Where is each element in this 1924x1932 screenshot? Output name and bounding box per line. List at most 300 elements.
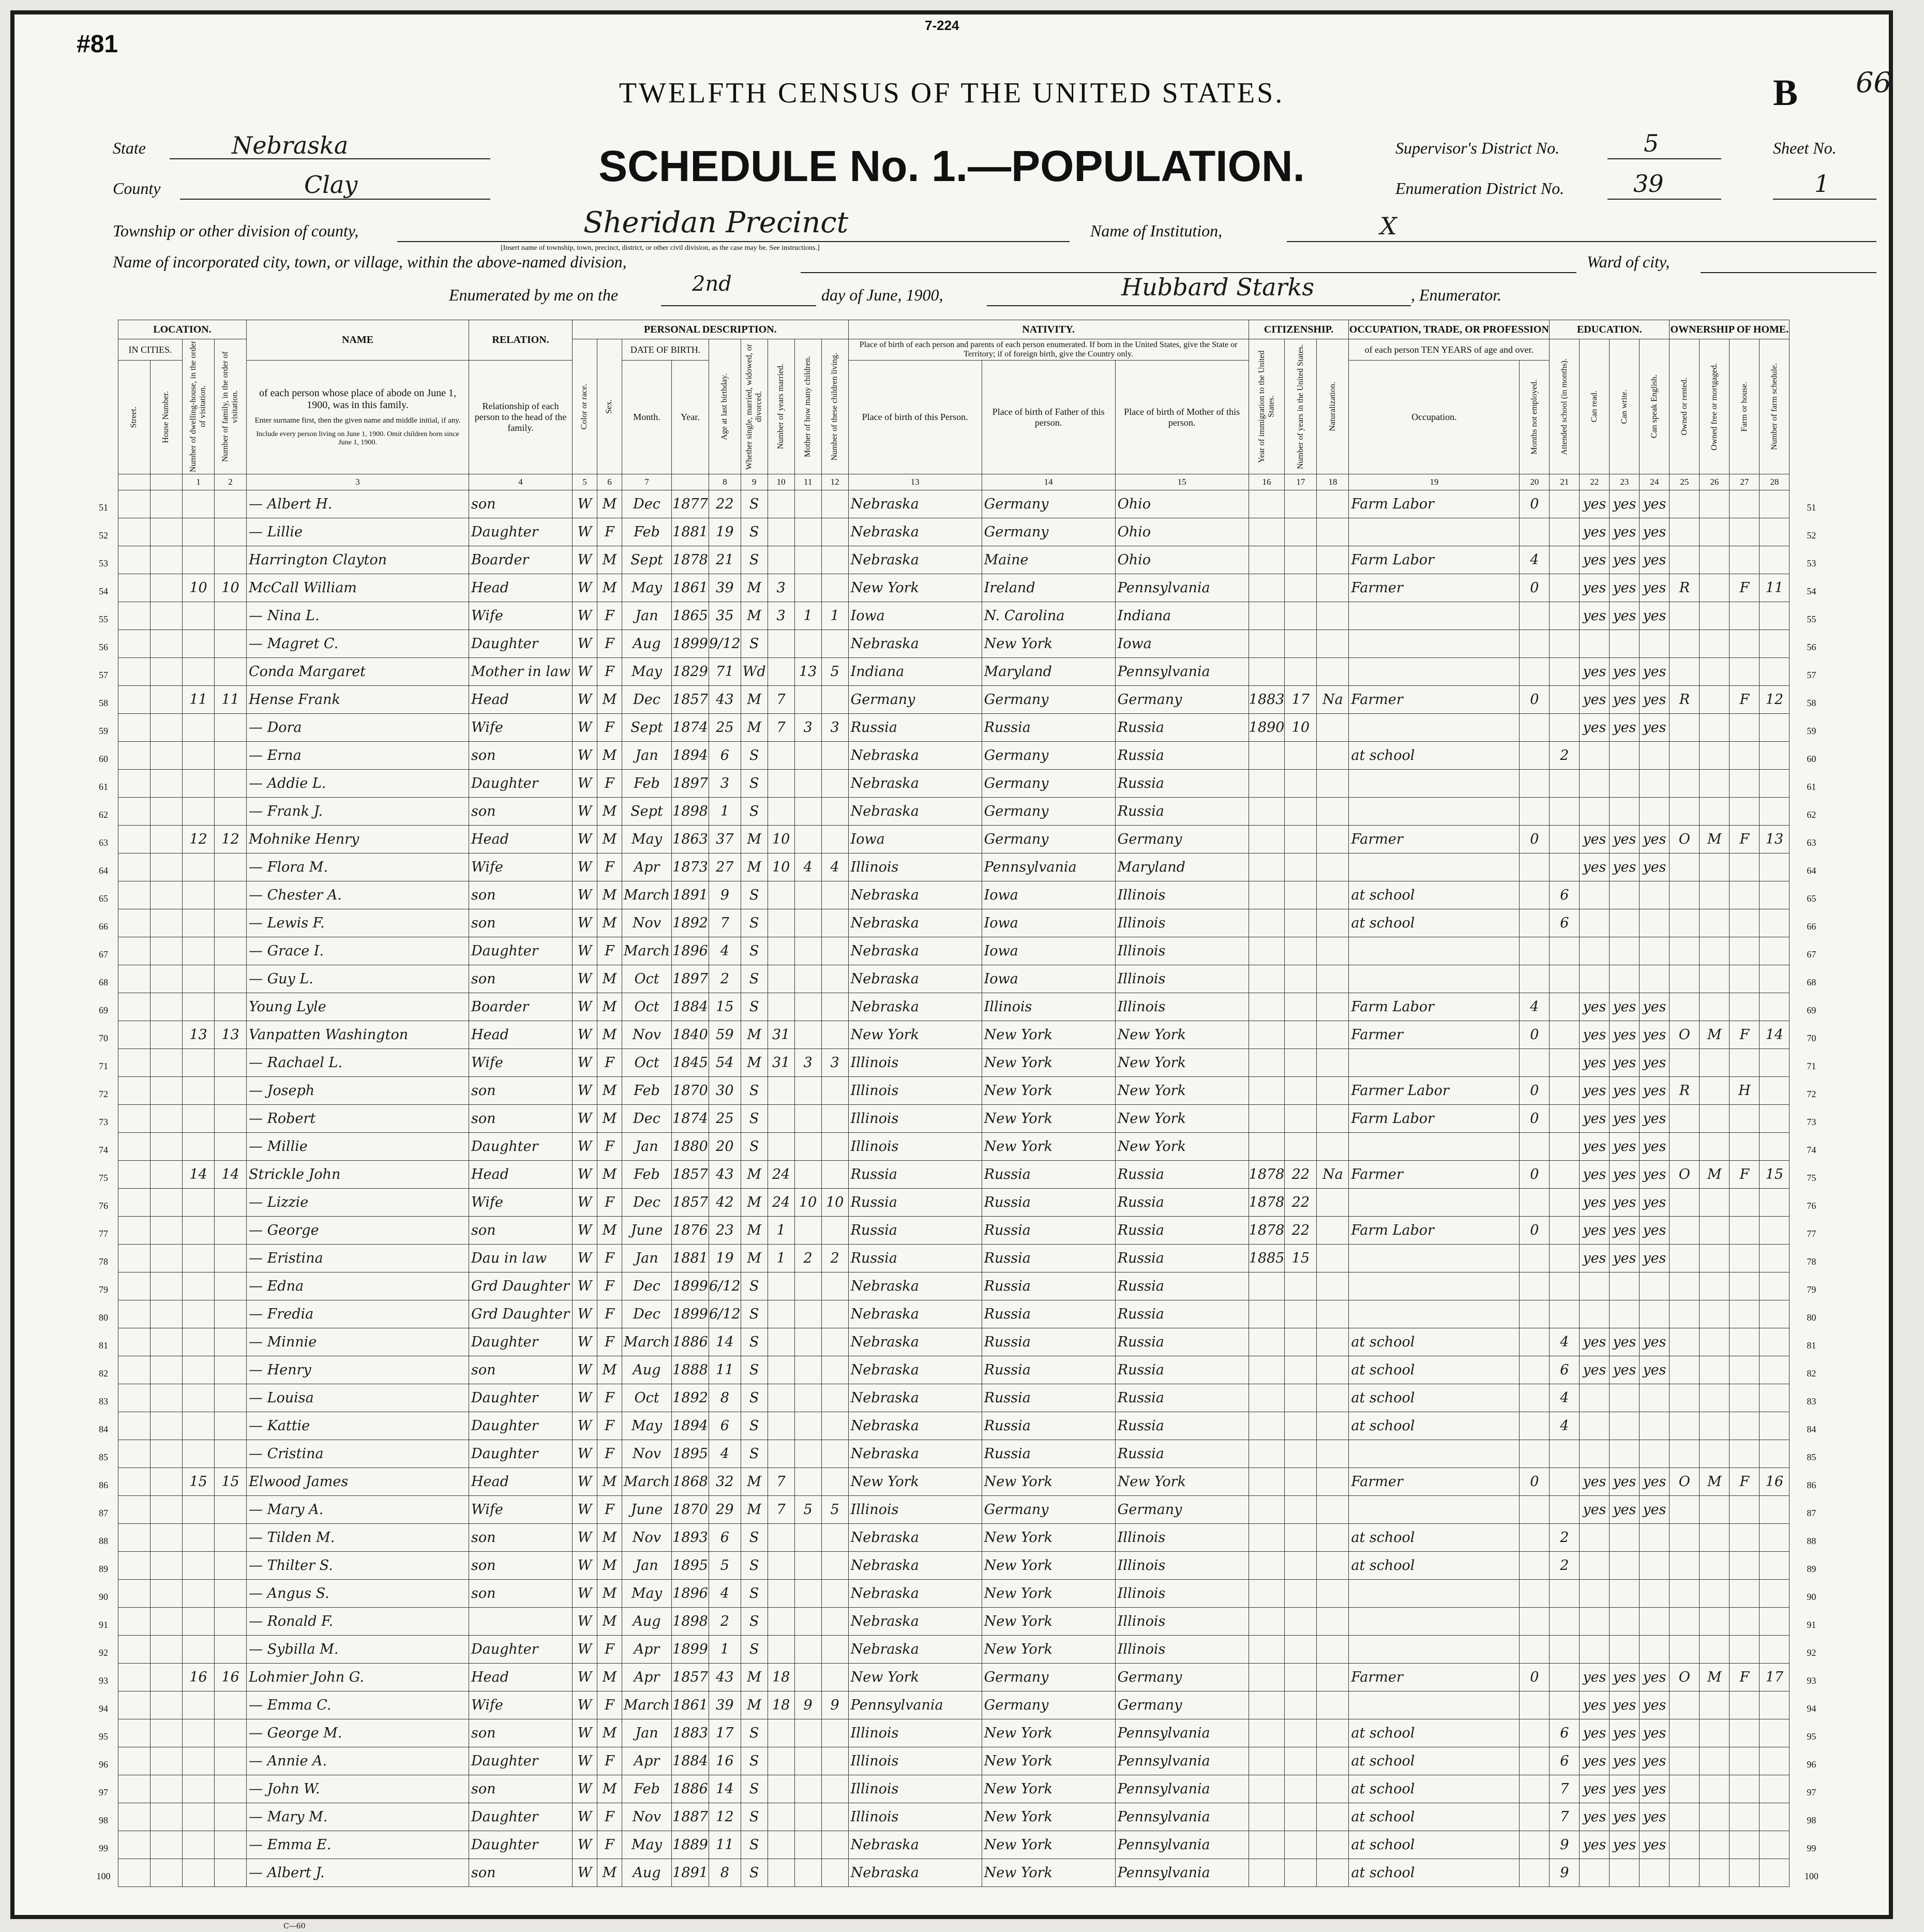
relation-cell: son [469, 1356, 573, 1384]
occupation-cell [1349, 630, 1520, 658]
owned-rented-cell [1670, 1580, 1700, 1608]
birthplace-person-cell: Illinois [848, 1803, 982, 1831]
color-cell: W [573, 937, 597, 965]
person-name-cell: — Sybilla M. [247, 1636, 469, 1664]
relation-cell: Head [469, 1161, 573, 1189]
enumeration-label: Enumeration District No. [1395, 179, 1565, 198]
person-name-cell: — Minnie [247, 1328, 469, 1356]
children-living-cell [821, 1831, 848, 1859]
color-cell: W [573, 1580, 597, 1608]
english-header [1640, 339, 1670, 474]
can-speak-english-cell [1640, 1300, 1670, 1328]
group-nativity: NATIVITY. [848, 320, 1249, 339]
birthplace-mother-cell: Russia [1115, 1440, 1249, 1468]
immigration-year-cell [1249, 1133, 1285, 1161]
years-married-cell [768, 630, 794, 658]
birth-year-cell: 1857 [672, 686, 709, 714]
color-cell: W [573, 826, 597, 853]
school-months-cell: 6 [1550, 1356, 1580, 1384]
family-number-cell [215, 546, 247, 574]
naturalization-header-text: Naturalization. [1328, 382, 1337, 431]
mother-of-children-cell [794, 1300, 821, 1328]
census-row [118, 1747, 1790, 1775]
birth-year-cell: 1889 [672, 1831, 709, 1859]
can-read-cell: yes [1580, 1217, 1610, 1245]
color-cell: W [573, 1664, 597, 1691]
occupation-cell [1349, 965, 1520, 993]
years-married-cell [768, 1133, 794, 1161]
street-cell [118, 714, 151, 742]
house-number-cell [151, 1133, 183, 1161]
person-name-cell: — Millie [247, 1133, 469, 1161]
owned-rented-cell [1670, 490, 1700, 518]
children-living-cell [821, 1719, 848, 1747]
birthplace-father-cell: New York [982, 1049, 1115, 1077]
column-number: 13 [848, 474, 982, 490]
birthplace-father-cell: New York [982, 1133, 1115, 1161]
years-in-us-cell [1285, 574, 1317, 602]
free-mortgaged-cell [1700, 853, 1730, 881]
column-number: 16 [1249, 474, 1285, 490]
census-row [118, 1189, 1790, 1217]
column-number [118, 474, 151, 490]
free-mortgaged-cell [1700, 1608, 1730, 1636]
free-mortgaged-cell [1700, 686, 1730, 714]
can-write-cell: yes [1610, 686, 1640, 714]
color-cell: W [573, 1356, 597, 1384]
birth-month-cell: Nov [622, 1524, 672, 1552]
birthplace-mother-cell: Pennsylvania [1115, 1859, 1249, 1887]
children-living-cell: 3 [821, 714, 848, 742]
can-read-cell: yes [1580, 1356, 1610, 1384]
birth-year-cell: 1880 [672, 1133, 709, 1161]
census-row [118, 1775, 1790, 1803]
birth-month-cell: Feb [622, 1775, 672, 1803]
can-speak-english-cell [1640, 881, 1670, 909]
line-number: 75 [99, 1172, 108, 1183]
street-cell [118, 1775, 151, 1803]
farm-house-cell [1730, 1608, 1760, 1636]
mother-of-header [794, 339, 821, 474]
farm-house-cell [1730, 658, 1760, 686]
marital-status-cell: M [741, 602, 768, 630]
birth-year-cell: 1898 [672, 1608, 709, 1636]
street-cell [118, 574, 151, 602]
children-living-cell [821, 686, 848, 714]
immigration-year-cell [1249, 1831, 1285, 1859]
birthplace-mother-cell: Russia [1115, 1384, 1249, 1412]
relation-cell: Wife [469, 1691, 573, 1719]
line-number: 92 [99, 1647, 108, 1658]
birthplace-mother-cell: Illinois [1115, 1552, 1249, 1580]
dwelling-number-cell: 15 [183, 1468, 215, 1496]
age-cell: 2 [709, 1608, 741, 1636]
sex-cell: M [597, 1021, 622, 1049]
years-in-us-cell: 22 [1285, 1217, 1317, 1245]
marital-status-cell: S [741, 965, 768, 993]
marital-status-cell: S [741, 490, 768, 518]
farm-house-cell [1730, 1272, 1760, 1300]
years-married-cell [768, 1747, 794, 1775]
immigration-year-cell [1249, 1747, 1285, 1775]
birthplace-person-cell: Nebraska [848, 546, 982, 574]
birth-month-cell: Nov [622, 1803, 672, 1831]
birthplace-person-cell: Illinois [848, 1077, 982, 1105]
relation-header: Relationship of each person to the head of the family. [469, 361, 573, 474]
occupation-cell: Farm Labor [1349, 993, 1520, 1021]
can-read-cell [1580, 1608, 1610, 1636]
years-in-us-cell [1285, 658, 1317, 686]
line-number: 67 [1807, 949, 1816, 960]
years-married-cell [768, 658, 794, 686]
birth-year-cell: 1865 [672, 602, 709, 630]
birth-month-cell: Dec [622, 1105, 672, 1133]
naturalization-cell: Na [1317, 1161, 1349, 1189]
owned-rented-cell [1670, 1608, 1700, 1636]
birthplace-father-cell: New York [982, 1552, 1115, 1580]
children-living-cell [821, 1552, 848, 1580]
dwelling-number-cell [183, 1859, 215, 1887]
years-married-cell [768, 490, 794, 518]
naturalization-cell: Na [1317, 686, 1349, 714]
can-write-cell: yes [1610, 1189, 1640, 1217]
person-name-cell: Vanpatten Washington [247, 1021, 469, 1049]
family-number-cell [215, 1719, 247, 1747]
column-number: 17 [1285, 474, 1317, 490]
owned-rented-cell [1670, 1049, 1700, 1077]
birthplace-mother-cell: Pennsylvania [1115, 1719, 1249, 1747]
line-number: 55 [99, 613, 108, 624]
can-read-cell: yes [1580, 490, 1610, 518]
immigration-year-cell [1249, 602, 1285, 630]
marital-status-cell: S [741, 630, 768, 658]
line-number: 90 [99, 1591, 108, 1602]
months-not-employed-cell [1520, 1328, 1550, 1356]
marital-status-cell: M [741, 1049, 768, 1077]
naturalization-cell [1317, 658, 1349, 686]
dwelling-number-cell: 11 [183, 686, 215, 714]
sex-cell: F [597, 1747, 622, 1775]
birthplace-person-cell: Iowa [848, 826, 982, 853]
street-cell [118, 909, 151, 937]
color-cell: W [573, 1384, 597, 1412]
marital-header [741, 339, 768, 474]
dwelling-number-cell [183, 1580, 215, 1608]
years-in-us-cell [1285, 1636, 1317, 1664]
immigration-year-cell: 1890 [1249, 714, 1285, 742]
immigration-year-cell [1249, 1775, 1285, 1803]
birth-year-cell: 1893 [672, 1524, 709, 1552]
occupation-cell: at school [1349, 1747, 1520, 1775]
column-number: 1 [183, 474, 215, 490]
can-speak-english-cell: yes [1640, 686, 1670, 714]
birthplace-person-cell: Illinois [848, 1049, 982, 1077]
months-not-employed-cell [1520, 1412, 1550, 1440]
line-number: 76 [99, 1200, 108, 1211]
can-read-cell: yes [1580, 1775, 1610, 1803]
free-mortgaged-cell [1700, 546, 1730, 574]
street-cell [118, 993, 151, 1021]
house-number-cell [151, 1077, 183, 1105]
birth-month-cell: Sept [622, 546, 672, 574]
years-married-cell: 24 [768, 1189, 794, 1217]
age-cell: 27 [709, 853, 741, 881]
census-row [118, 1133, 1790, 1161]
birthplace-person-cell: Nebraska [848, 965, 982, 993]
house-number-cell [151, 1552, 183, 1580]
birthplace-father-cell: Russia [982, 1161, 1115, 1189]
house-number-cell [151, 909, 183, 937]
birth-month-cell: Aug [622, 1859, 672, 1887]
age-cell: 14 [709, 1775, 741, 1803]
school-months-cell [1550, 993, 1580, 1021]
street-cell [118, 1077, 151, 1105]
family-number-cell: 15 [215, 1468, 247, 1496]
occupation-cell [1349, 1133, 1520, 1161]
immigration-year-cell [1249, 1803, 1285, 1831]
birthplace-person-cell: Russia [848, 1161, 982, 1189]
occupation-cell: at school [1349, 1831, 1520, 1859]
years-in-us-cell [1285, 1747, 1317, 1775]
family-number-cell [215, 993, 247, 1021]
birth-year-cell: 1891 [672, 1859, 709, 1887]
can-read-cell: yes [1580, 1021, 1610, 1049]
school-months-cell [1550, 1217, 1580, 1245]
person-name-cell: McCall William [247, 574, 469, 602]
relation-cell: Daughter [469, 518, 573, 546]
house-number-cell [151, 1412, 183, 1440]
birthplace-mother-cell: Indiana [1115, 602, 1249, 630]
township-value: Sheridan Precinct [583, 206, 849, 239]
marital-status-cell: S [741, 1105, 768, 1133]
line-number: 89 [99, 1563, 108, 1574]
dwelling-number-cell: 14 [183, 1161, 215, 1189]
owned-rented-cell [1670, 1412, 1700, 1440]
color-cell: W [573, 714, 597, 742]
school-months-cell: 2 [1550, 1524, 1580, 1552]
township-note: [Insert name of township, town, precinct, district, or other civil division, as the case may be. See instructions.] [501, 244, 820, 252]
house-number-cell [151, 853, 183, 881]
free-mortgaged-cell [1700, 742, 1730, 770]
can-read-cell: yes [1580, 686, 1610, 714]
farm-house-cell [1730, 1580, 1760, 1608]
census-row [118, 1217, 1790, 1245]
street-cell [118, 1133, 151, 1161]
birth-year-cell: 1897 [672, 965, 709, 993]
line-number: 70 [99, 1032, 108, 1043]
birthplace-person-cell: Russia [848, 714, 982, 742]
naturalization-cell [1317, 1412, 1349, 1440]
farm-house-cell [1730, 881, 1760, 909]
column-number: 19 [1349, 474, 1520, 490]
can-read-cell [1580, 1384, 1610, 1412]
sex-cell: M [597, 993, 622, 1021]
age-cell: 14 [709, 1328, 741, 1356]
street-cell [118, 1189, 151, 1217]
can-speak-english-cell [1640, 742, 1670, 770]
birthplace-mother-cell: Illinois [1115, 1580, 1249, 1608]
line-number: 91 [99, 1619, 108, 1630]
street-cell [118, 1440, 151, 1468]
birthplace-person-cell: Nebraska [848, 909, 982, 937]
birthplace-person-cell: Nebraska [848, 742, 982, 770]
house-number-cell [151, 1161, 183, 1189]
relation-cell: Daughter [469, 1636, 573, 1664]
relation-cell: Daughter [469, 1831, 573, 1859]
owned-rented-cell [1670, 909, 1700, 937]
children-living-cell: 9 [821, 1691, 848, 1719]
age-cell: 20 [709, 1133, 741, 1161]
farm-house-cell [1730, 1552, 1760, 1580]
line-number: 66 [99, 921, 108, 932]
family-number-cell [215, 1217, 247, 1245]
can-write-cell [1610, 1524, 1640, 1552]
age-cell: 21 [709, 546, 741, 574]
house-number-cell [151, 1356, 183, 1384]
person-name-cell: — Chester A. [247, 881, 469, 909]
farm-schedule-number-cell [1760, 1803, 1790, 1831]
birth-month-cell: Dec [622, 1300, 672, 1328]
street-cell [118, 1552, 151, 1580]
naturalization-cell [1317, 1803, 1349, 1831]
birthplace-mother-cell: Russia [1115, 1161, 1249, 1189]
marital-status-cell: Wd [741, 658, 768, 686]
line-number: 87 [1807, 1507, 1816, 1518]
column-number: 26 [1700, 474, 1730, 490]
line-number: 84 [1807, 1424, 1816, 1434]
owned-rented-cell [1670, 630, 1700, 658]
can-speak-english-cell: yes [1640, 1328, 1670, 1356]
years-in-us-cell [1285, 1664, 1317, 1691]
mother-of-children-cell: 3 [794, 714, 821, 742]
children-living-cell [821, 965, 848, 993]
birthplace-mother-cell: New York [1115, 1105, 1249, 1133]
birth-year-cell: 1884 [672, 993, 709, 1021]
naturalization-cell [1317, 798, 1349, 826]
immigration-year-cell [1249, 1384, 1285, 1412]
farm-schedule-number-cell [1760, 1384, 1790, 1412]
mother-of-children-cell [794, 1664, 821, 1691]
school-months-cell [1550, 1077, 1580, 1105]
farm-schedule-number-cell [1760, 602, 1790, 630]
dwelling-number-cell [183, 853, 215, 881]
occupation-cell: at school [1349, 1328, 1520, 1356]
birthplace-person-cell: Indiana [848, 658, 982, 686]
immigration-year-cell [1249, 1691, 1285, 1719]
mother-of-children-cell [794, 1328, 821, 1356]
owned-rented-cell [1670, 658, 1700, 686]
school-months-cell [1550, 1189, 1580, 1217]
years-married-header-text: Number of years married. [776, 364, 785, 450]
can-speak-english-cell: yes [1640, 1077, 1670, 1105]
dwelling-number-cell [183, 1133, 215, 1161]
sex-cell: F [597, 1328, 622, 1356]
owned-rented-cell: O [1670, 1468, 1700, 1496]
house-number-cell [151, 937, 183, 965]
state-value: Nebraska [232, 131, 349, 159]
birthplace-mother-cell: Germany [1115, 1691, 1249, 1719]
immigration-year-cell [1249, 881, 1285, 909]
farm-schedule-number-cell: 17 [1760, 1664, 1790, 1691]
age-cell: 11 [709, 1831, 741, 1859]
relation-cell: Wife [469, 1049, 573, 1077]
occupation-cell: Farmer [1349, 1161, 1520, 1189]
birthplace-mother-cell: New York [1115, 1468, 1249, 1496]
naturalization-cell [1317, 546, 1349, 574]
birth-header: DATE OF BIRTH. [622, 339, 709, 361]
can-write-cell [1610, 1636, 1640, 1664]
free-mortgaged-cell [1700, 1356, 1730, 1384]
birth-year-cell: 1897 [672, 770, 709, 798]
dwelling-number-cell [183, 993, 215, 1021]
school-months-cell [1550, 1245, 1580, 1272]
school-months-cell [1550, 686, 1580, 714]
line-number: 96 [1807, 1759, 1816, 1770]
birth-year-cell: 1896 [672, 1580, 709, 1608]
birth-month-cell: Jan [622, 1245, 672, 1272]
relation-cell: Daughter [469, 1747, 573, 1775]
farm-house-cell [1730, 546, 1760, 574]
mother-of-children-cell [794, 1440, 821, 1468]
house-number-cell [151, 993, 183, 1021]
farm-schedule-number-cell [1760, 1328, 1790, 1356]
immigration-year-cell [1249, 1719, 1285, 1747]
years-in-us-cell [1285, 1440, 1317, 1468]
free-mortgaged-cell [1700, 798, 1730, 826]
can-read-cell [1580, 909, 1610, 937]
months-not-employed-cell [1520, 1245, 1550, 1272]
years-married-cell: 1 [768, 1245, 794, 1272]
person-name-cell: — Magret C. [247, 630, 469, 658]
children-living-cell [821, 1580, 848, 1608]
birthplace-father-cell: Germany [982, 490, 1115, 518]
school-months-cell: 6 [1550, 881, 1580, 909]
column-number: 11 [794, 474, 821, 490]
farm-house-cell: F [1730, 826, 1760, 853]
sex-cell: M [597, 1105, 622, 1133]
birth-year-cell: 1884 [672, 1747, 709, 1775]
can-speak-english-cell: yes [1640, 1664, 1670, 1691]
can-write-cell [1610, 1608, 1640, 1636]
column-number [151, 474, 183, 490]
birthplace-mother-cell: Ohio [1115, 546, 1249, 574]
naturalization-cell [1317, 1496, 1349, 1524]
form-number: 7-224 [925, 18, 959, 33]
can-read-cell [1580, 1272, 1610, 1300]
owned-rented-cell [1670, 1524, 1700, 1552]
farm-house-cell [1730, 853, 1760, 881]
line-number: 56 [99, 641, 108, 652]
years-married-cell [768, 770, 794, 798]
marital-status-cell: S [741, 1440, 768, 1468]
can-read-cell: yes [1580, 714, 1610, 742]
years-us-header-text: Number of years in the United States. [1296, 344, 1305, 469]
line-number: 61 [99, 781, 108, 792]
house-number-cell [151, 714, 183, 742]
supervisor-value: 5 [1644, 129, 1659, 157]
birth-year-cell: 1861 [672, 1691, 709, 1719]
years-married-cell: 1 [768, 1217, 794, 1245]
write-header-text: Can write. [1619, 389, 1629, 424]
birthplace-mother-cell: New York [1115, 1133, 1249, 1161]
farm-schedule-number-cell: 13 [1760, 826, 1790, 853]
children-living-cell [821, 1077, 848, 1105]
farm-schedule-number-cell [1760, 1077, 1790, 1105]
relation-cell: Head [469, 1468, 573, 1496]
can-read-cell: yes [1580, 1747, 1610, 1775]
age-cell: 8 [709, 1859, 741, 1887]
census-row [118, 1636, 1790, 1664]
